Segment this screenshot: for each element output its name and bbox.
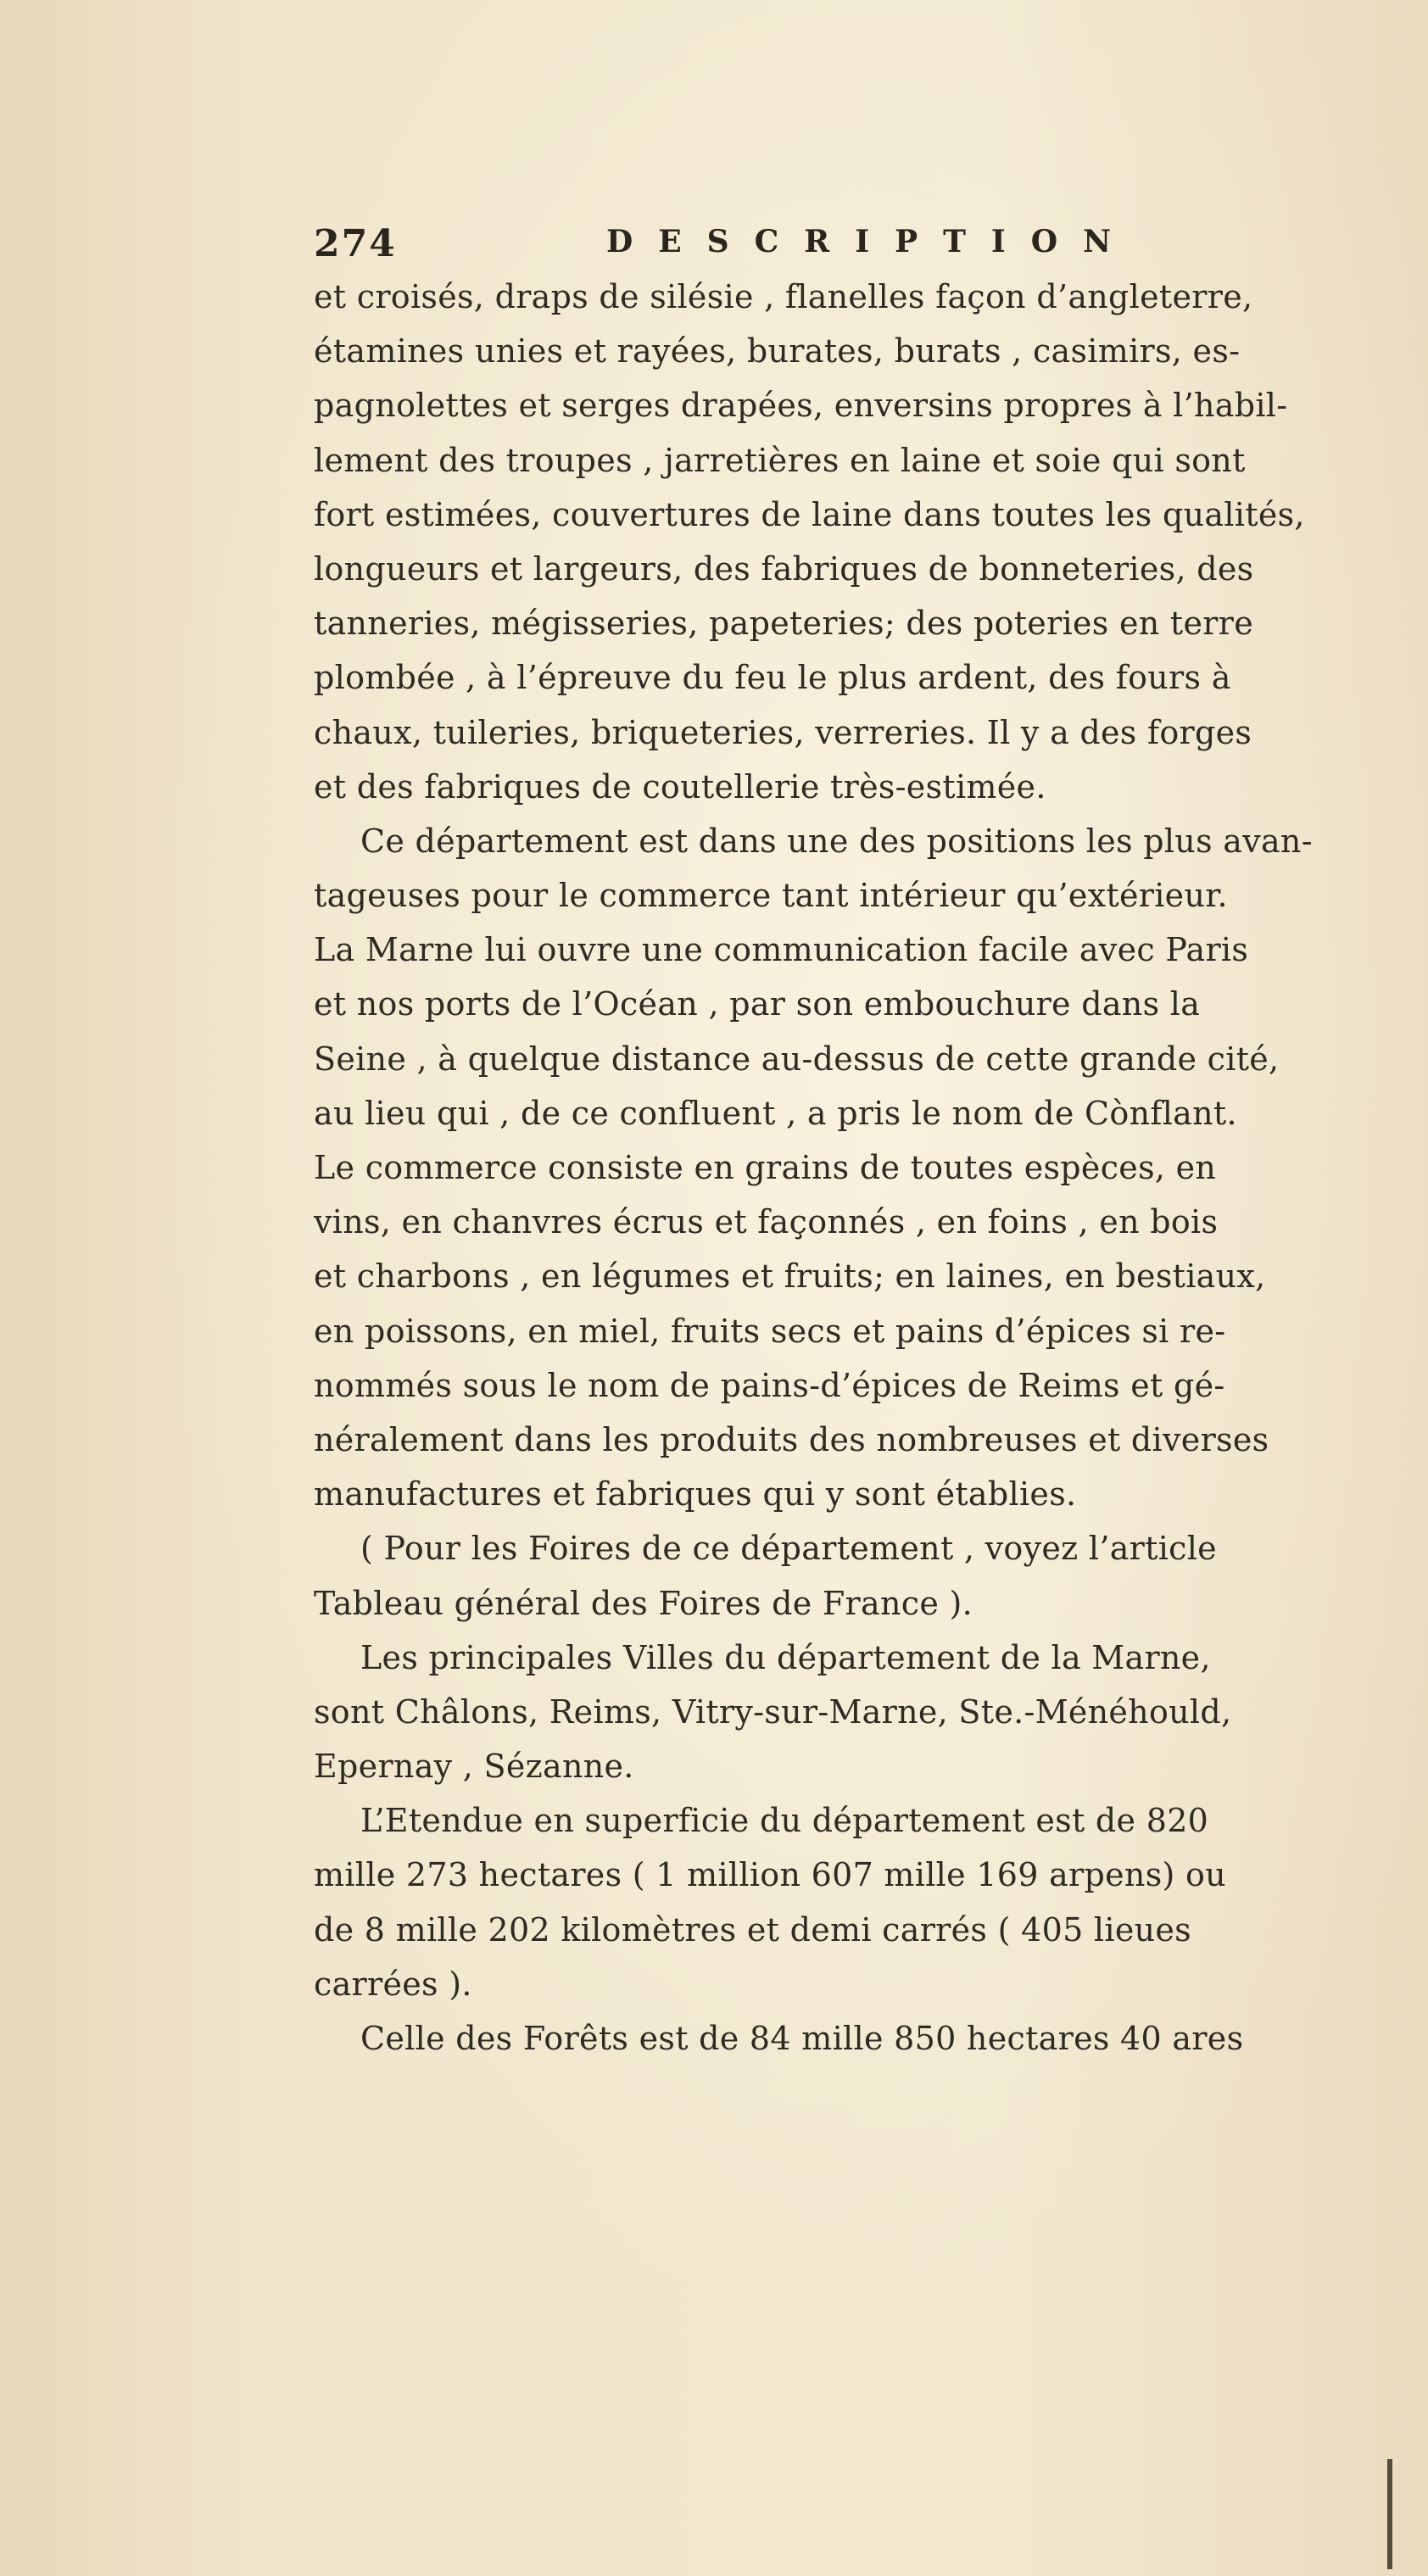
text-line: Ce département est dans une des positions les plus avan-	[360, 822, 1313, 860]
text-line: tanneries, mégisseries, papeteries; des poteries en terre	[314, 605, 1253, 643]
text-line: chaux, tuileries, briqueteries, verreries. Il y a des forges	[314, 713, 1252, 751]
running-title: DESCRIPTION	[606, 224, 1137, 259]
text-line: Epernay , Sézanne.	[314, 1748, 634, 1786]
text-line: Celle des Forêts est de 84 mille 850 hectares 40 ares	[360, 2020, 1244, 2057]
text-line: La Marne lui ouvre une communication facile avec Paris	[314, 931, 1249, 969]
text-line: et charbons , en légumes et fruits; en laines, en bestiaux,	[314, 1257, 1266, 1296]
text-line: ( Pour les Foires de ce département , voyez l’article	[360, 1530, 1217, 1568]
text-line: tageuses pour le commerce tant intérieur qu’extérieur.	[314, 877, 1228, 915]
body-text	[314, 270, 1428, 2066]
text-line: étamines unies et rayées, burates, burats , casimirs, es-	[314, 332, 1241, 371]
text-line: fort estimées, couvertures de laine dans toutes les qualités,	[314, 495, 1305, 533]
text-line: Seine , à quelque distance au-dessus de cette grande cité,	[314, 1040, 1280, 1078]
text-line: et croisés, draps de silésie , flanelles façon d’angleterre,	[314, 278, 1253, 315]
page-number: 274	[314, 222, 397, 265]
text-line: nommés sous le nom de pains-d’épices de Reims et gé-	[314, 1366, 1225, 1404]
text-line: Tableau général des Foires de France ).	[314, 1584, 973, 1622]
running-head	[314, 222, 1162, 273]
text-line: Le commerce consiste en grains de toutes espèces, en	[314, 1149, 1217, 1186]
text-line: en poissons, en miel, fruits secs et pains d’épices si re-	[314, 1312, 1226, 1350]
text-line: lement des troupes , jarretières en laine et soie qui sont	[314, 441, 1246, 479]
text-line: sont Châlons, Reims, Vitry-sur-Marne, Ste.-Ménéhould,	[314, 1692, 1232, 1731]
text-line: mille 273 hectares ( 1 million 607 mille 169 arpens) ou	[314, 1856, 1226, 1894]
text-line: Les principales Villes du département de la Marne,	[360, 1638, 1211, 1676]
text-line: manufactures et fabriques qui y sont établies.	[314, 1475, 1077, 1514]
margin-mark	[1387, 2459, 1392, 2569]
text-line: pagnolettes et serges drapées, enversins propres à l’habil-	[314, 387, 1288, 425]
text-line: et des fabriques de coutellerie très-estimée.	[314, 767, 1046, 806]
text-line: de 8 mille 202 kilomètres et demi carrés ( 405 lieues	[314, 1910, 1191, 1949]
text-line: carrées ).	[314, 1965, 472, 2003]
text-line: vins, en chanvres écrus et façonnés , en foins , en bois	[314, 1203, 1219, 1241]
text-line: au lieu qui , de ce confluent , a pris le nom de Cònflant.	[314, 1094, 1237, 1132]
text-line: L’Etendue en superficie du département est de 820	[360, 1802, 1209, 1840]
text-line: longueurs et largeurs, des fabriques de bonneteries, des	[314, 549, 1254, 588]
text-line: plombée , à l’épreuve du feu le plus ardent, des fours à	[314, 659, 1231, 697]
text-line: et nos ports de l’Océan , par son embouchure dans la	[314, 985, 1201, 1023]
text-line: néralement dans les produits des nombreuses et diverses	[314, 1420, 1269, 1458]
